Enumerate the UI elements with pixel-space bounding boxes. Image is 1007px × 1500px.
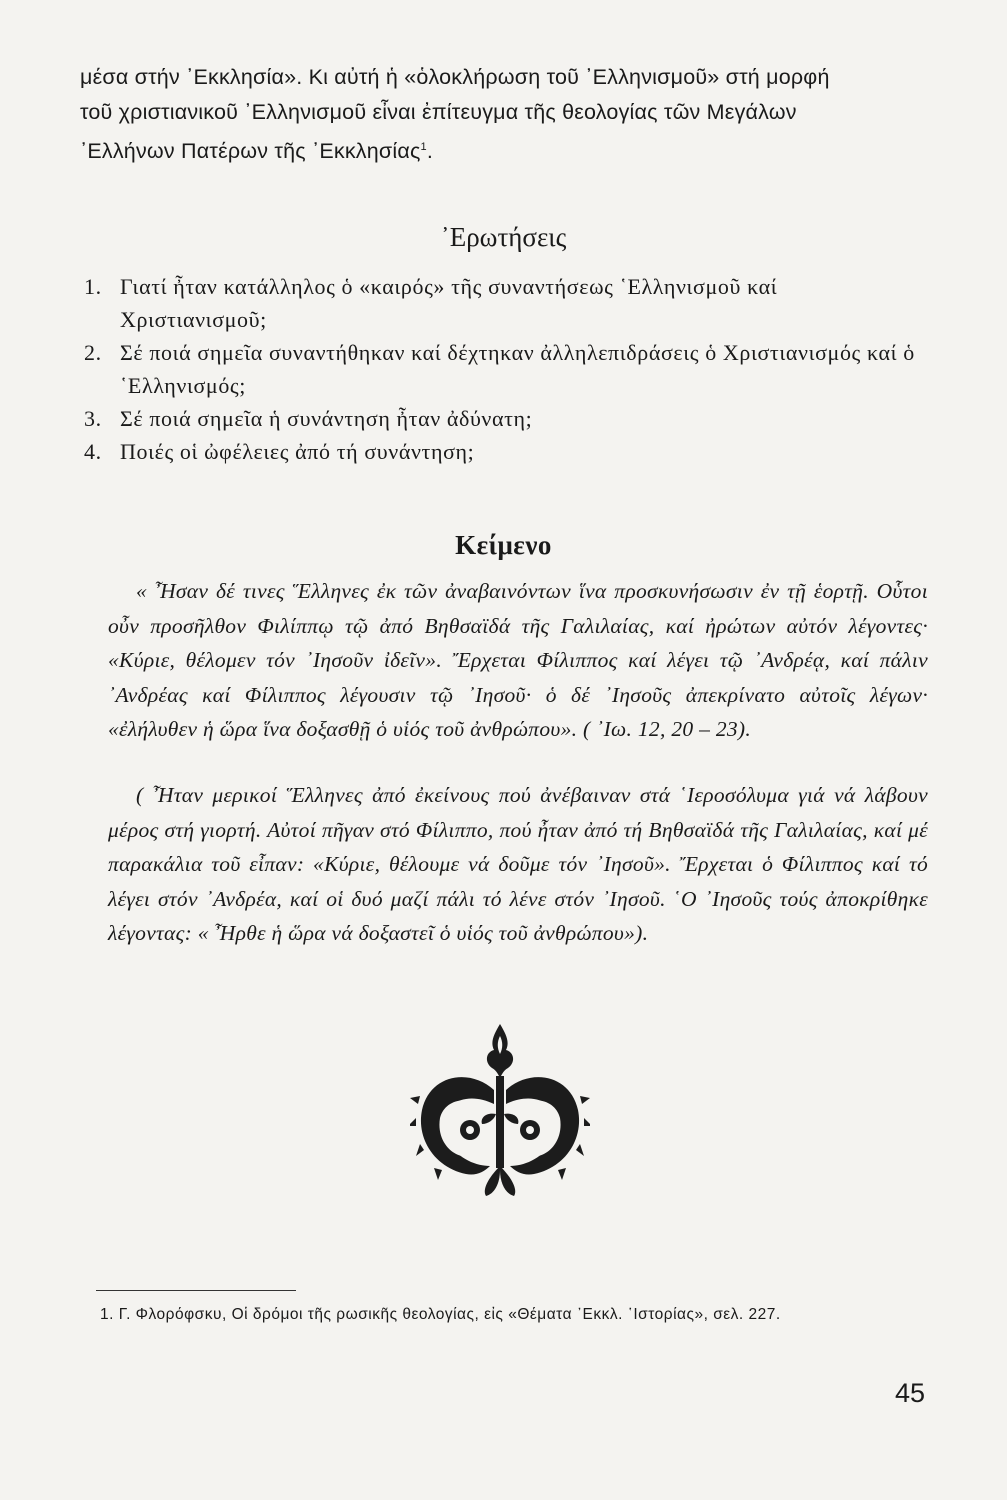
question-item bbox=[84, 402, 924, 435]
question-number: 1. bbox=[84, 274, 102, 299]
intro-line-2: τοῦ χριστιανικοῦ ᾿Ελληνισμοῦ εἶναι ἐπίτευγμα τῆς θεολογίας τῶν Μεγάλων bbox=[80, 100, 797, 124]
question-text: Γιατί ἦταν κατάλληλος ὁ «καιρός» τῆς συναντήσεως ῾Ελληνισμοῦ καί Χριστιανισμοῦ; bbox=[120, 274, 778, 332]
scripture-translation-text: ( Ἦταν μερικοί Ἕλληνες ἀπό ἐκείνους πού ἀνέβαιναν στά ῾Ιεροσόλυμα γιά νά λάβουν μέρος στή γιορτή. Αὐτοί πῆγαν στό Φίλιππο, πού ἦταν ἀπό τή Βηθσαϊδά τῆς Γαλιλαίας, καί μέ παρακάλια τοῦ εἶπαν: «Κύριε, θέλουμε νά δοῦμε τόν ᾿Ιησοῦ». Ἔρχεται ὁ Φίλιππος καί τό λέγει στόν ᾿Ανδρέα, καί οἱ δυό μαζί πάλι τό λένε στόν ᾿Ιησοῦ. ῾Ο ᾿Ιησοῦς τούς ἀποκρίθηκε λέγοντας: « Ἦρθε ἡ ὥρα νά δοξαστεῖ ὁ υἱός τοῦ ἀνθρώπου»). bbox=[108, 783, 928, 945]
question-item bbox=[84, 336, 924, 402]
footnote-ref: 1 bbox=[420, 141, 427, 153]
scripture-translation bbox=[108, 778, 928, 951]
intro-line-1: μέσα στήν ᾿Εκκλησία». Κι αὐτή ἡ «ὁλοκλήρωση τοῦ ᾿Ελληνισμοῦ» στή μορφή bbox=[80, 65, 830, 89]
footnote: 1. Γ. Φλορόφσκυ, Οἱ δρόμοι τῆς ρωσικῆς θεολογίας, εἰς «Θέματα ᾿Εκκλ. ῾Ιστορίας», σελ. 227. bbox=[100, 1306, 781, 1323]
question-item bbox=[84, 435, 924, 468]
intro-line-3 bbox=[80, 130, 930, 169]
questions-heading: ᾿Ερωτήσεις bbox=[440, 222, 567, 252]
question-text: Ποιές οἱ ὠφέλειες ἀπό τή συνάντηση; bbox=[120, 439, 475, 464]
text-heading: Κείμενο bbox=[455, 530, 552, 560]
footnote-divider bbox=[96, 1290, 296, 1291]
question-item bbox=[84, 270, 924, 336]
question-text: Σέ ποιά σημεῖα συναντήθηκαν καί δέχτηκαν ἀλληλεπιδράσεις ὁ Χριστιανισμός καί ὁ ῾Ελληνισμός; bbox=[120, 340, 915, 398]
floral-ornament-icon bbox=[410, 1018, 590, 1198]
page-number: 45 bbox=[895, 1378, 926, 1408]
questions-list bbox=[84, 270, 924, 468]
scripture-quote-text: « Ἦσαν δέ τινες Ἕλληνες ἐκ τῶν ἀναβαινόντων ἵνα προσκυνήσωσιν ἐν τῇ ἑορτῇ. Οὗτοι οὖν προσῆλθον Φιλίππῳ τῷ ἀπό Βηθσαϊδά τῆς Γαλιλαίας, καί ἠρώτων αὐτόν λέγοντες· «Κύριε, θέλομεν τόν ᾿Ιησοῦν ἰδεῖν». Ἔρχεται Φίλιππος καί λέγει τῷ ᾿Ανδρέᾳ, καί πάλιν ᾿Ανδρέας καί Φίλιππος λέγουσιν τῷ ᾿Ιησοῦ· ὁ δέ ᾿Ιησοῦς ἀπεκρίνατο αὐτοῖς λέγων· «ἐλήλυθεν ἡ ὥρα ἵνα δοξασθῇ ὁ υἱός τοῦ ἀνθρώπου». ( ᾿Ιω. 12, 20 – 23). bbox=[108, 579, 928, 741]
scripture-quote bbox=[108, 574, 928, 747]
question-number: 3. bbox=[84, 406, 102, 431]
question-number: 4. bbox=[84, 439, 102, 464]
intro-line-3-text: ᾿Ελλήνων Πατέρων τῆς ᾿Εκκλησίας bbox=[80, 139, 421, 164]
question-number: 2. bbox=[84, 340, 102, 365]
intro-paragraph bbox=[80, 60, 930, 169]
intro-line-3-end: . bbox=[426, 139, 434, 164]
question-text: Σέ ποιά σημεῖα ἡ συνάντηση ἦταν ἀδύνατη; bbox=[120, 406, 533, 431]
